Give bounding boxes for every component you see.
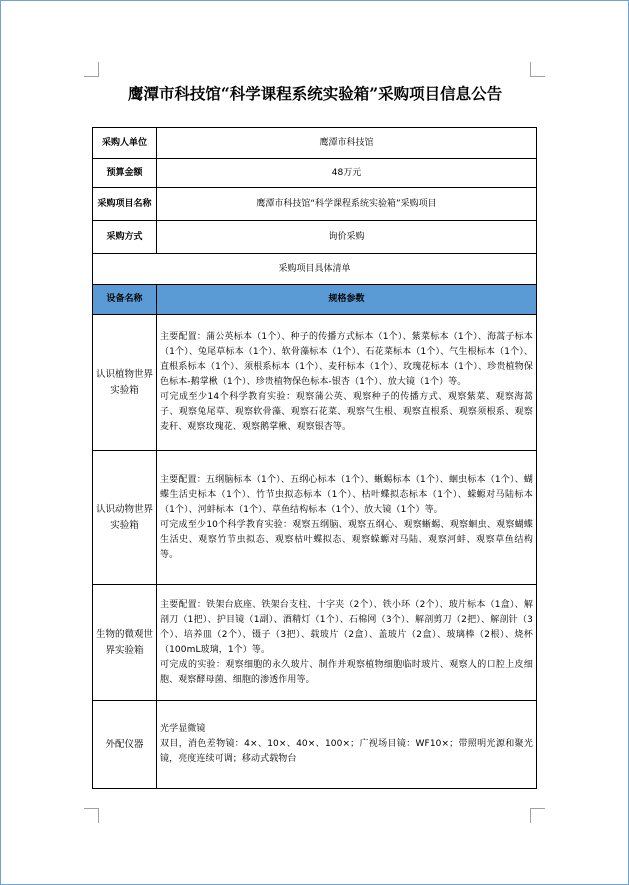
table-row: [93, 188, 537, 221]
table-row: [93, 128, 537, 159]
table-row: [93, 221, 537, 254]
item-name: 认识植物世界实验箱: [93, 315, 157, 451]
table-row: [93, 159, 537, 188]
list-heading: 采购项目具体清单: [93, 254, 537, 285]
crop-mark-bottom-left: [84, 808, 99, 823]
table-row: [93, 451, 537, 585]
column-header-name: 设备名称: [93, 285, 157, 315]
document-title: 鹰潭市科技馆“科学课程系统实验箱”采购项目信息公告: [127, 84, 503, 103]
table-row: [93, 701, 537, 789]
row-label-budget: 预算金额: [93, 159, 157, 188]
item-experiments: 可完成至少10个科学教育实验：观察五纲脑、观察五纲心、观察蜥蜴、观察蛔虫、观察蝴蝶生活史、观察竹节虫拟态、观察枯叶蝶拟态、观察蝾螈对马陆、观察河蚌、观察草鱼结构等。: [160, 519, 533, 560]
row-label-project-name: 采购项目名称: [93, 188, 157, 221]
item-spec: [157, 451, 537, 585]
table-row: [93, 315, 537, 451]
procurement-table: [92, 127, 537, 789]
item-config: 主要配置：蒲公英标本（1个）、种子的传播方式标本（1个）、紫菜标本（1个）、海蒿子标本（1个）、兔尾草标本（1个）、软骨藻标本（1个）、石花菜标本（1个）、气生根标本（1个）、直根系标本（1个）、须根系标本（1个）、麦秆标本（1个）、玫瑰花标本（1个）、珍贵植物保色标本-鹅掌楸（1个）、珍贵植物保色标本-银杏（1个）、放大镜（1个）等。: [160, 332, 533, 387]
item-experiments: 可完成的实验：观察细胞的永久玻片、制作并观察植物细胞临时玻片、观察人的口腔上皮细胞、观察酵母菌、细胞的渗透作用等。: [160, 659, 533, 685]
table-row: [93, 585, 537, 701]
row-value-budget: 48万元: [157, 159, 537, 188]
row-value-method: 询价采购: [157, 221, 537, 254]
column-header-row: [93, 285, 537, 315]
item-name: 生物的微观世界实验箱: [93, 585, 157, 701]
item-name: 认识动物世界实验箱: [93, 451, 157, 585]
item-config: 主要配置：五纲脑标本（1个）、五纲心标本（1个）、蜥蜴标本（1个）、蛔虫标本（1个）、蝴蝶生活史标本（1个）、竹节虫拟态标本（1个）、枯叶蝶拟态标本（1个）、蝾螈对马陆标本（1个）、河蚌标本（1个）、草鱼结构标本（1个）、放大镜（1个）等。: [160, 474, 533, 515]
row-value-purchaser: 鹰潭市科技馆: [157, 128, 537, 159]
item-line: 双目，消色差物镜：4×、10×、40×、100×；广视场目镜：WF10×；带照明光源和聚光镜，亮度连续可调；移动式载物台: [160, 739, 533, 764]
item-config: 主要配置：铁架台底座、铁架台支柱、十字夹（2个）、铁小环（2个）、玻片标本（1盒）、解剖刀（1把）、护目镜（1副）、酒精灯（1个）、石棉网（3个）、解剖剪刀（2把）、解剖针（3个）、培养皿（2个）、镊子（3把）、载玻片（2盒）、盖玻片（2盒）、玻璃棒（2根）、烧杯（100mL玻璃，1个）等。: [160, 599, 533, 655]
crop-mark-bottom-right: [530, 808, 545, 823]
item-spec: [157, 585, 537, 701]
column-header-spec: 规格参数: [157, 285, 537, 315]
row-label-method: 采购方式: [93, 221, 157, 254]
crop-mark-top-left: [84, 62, 99, 77]
item-experiments: 可完成至少14个科学教育实验：观察蒲公英、观察种子的传播方式、观察紫菜、观察海蒿子、观察兔尾草、观察软骨藻、观察石花菜、观察气生根、观察直根系、观察须根系、观察麦秆、观察玫瑰花、观察鹅掌楸、观察银杏等。: [160, 392, 533, 432]
row-value-project-name: 鹰潭市科技馆“科学课程系统实验箱”采购项目: [157, 188, 537, 221]
row-label-purchaser: 采购人单位: [93, 128, 157, 159]
table-row: [93, 254, 537, 285]
item-spec: [157, 701, 537, 789]
item-spec: [157, 315, 537, 451]
item-name: 外配仪器: [93, 701, 157, 789]
item-line: 光学显微镜: [160, 724, 206, 734]
crop-mark-top-right: [530, 62, 545, 77]
